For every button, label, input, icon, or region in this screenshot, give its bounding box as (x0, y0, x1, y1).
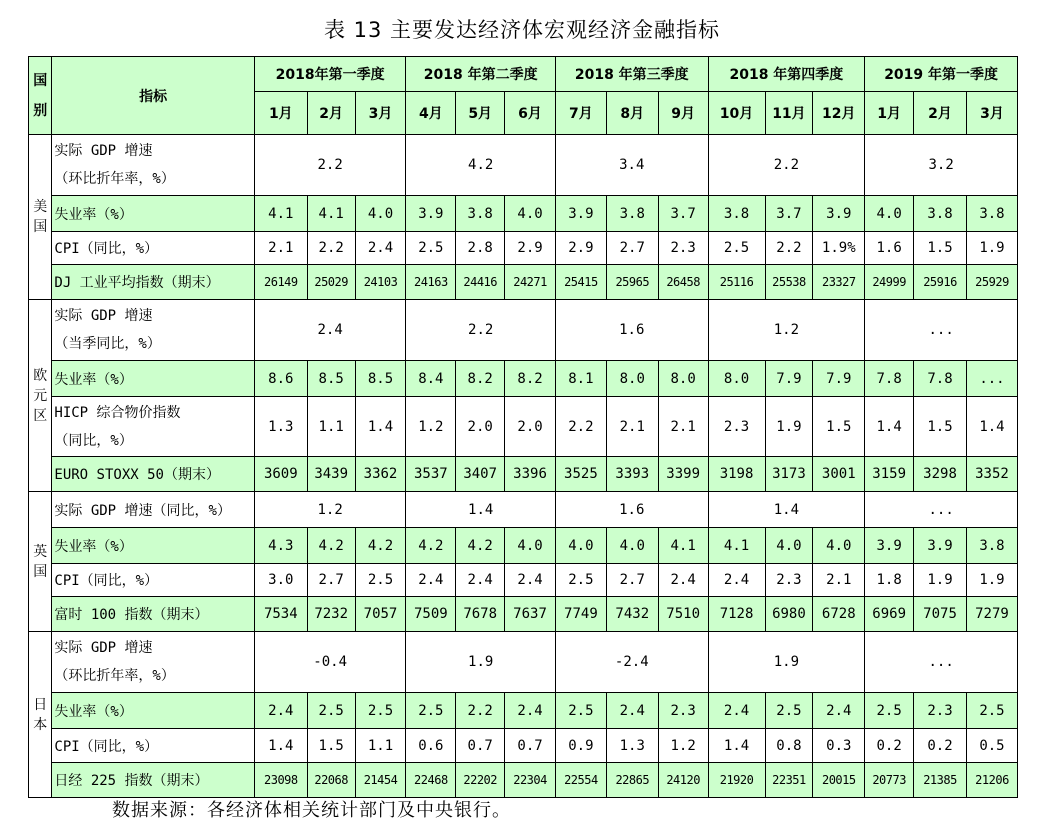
month-value-cell: 2.8 (456, 232, 505, 265)
month-value-cell: 2.7 (606, 232, 658, 265)
month-value-cell: 22351 (765, 763, 813, 798)
quarter-value-cell: 1.9 (708, 632, 865, 693)
month-value-cell: 2.3 (914, 693, 967, 729)
month-value-cell: ... (966, 361, 1017, 397)
month-value-cell: 2.3 (765, 564, 813, 597)
month-value-cell: 21454 (355, 763, 406, 798)
month-value-cell: 3298 (914, 457, 967, 492)
month-header: 5月 (456, 92, 505, 135)
month-value-cell: 4.0 (813, 528, 865, 564)
month-value-cell: 2.5 (708, 232, 765, 265)
month-value-cell: 3.8 (456, 196, 505, 232)
month-header: 1月 (254, 92, 307, 135)
month-value-cell: 4.1 (254, 196, 307, 232)
month-value-cell: 2.4 (606, 693, 658, 729)
month-value-cell: 7510 (658, 597, 708, 632)
month-value-cell: 2.5 (555, 693, 606, 729)
month-value-cell: 1.1 (355, 729, 406, 763)
month-value-cell: 25116 (708, 265, 765, 300)
month-header: 7月 (555, 92, 606, 135)
month-value-cell: 2.7 (307, 564, 355, 597)
month-value-cell: 4.1 (307, 196, 355, 232)
month-value-cell: 2.7 (606, 564, 658, 597)
quarter-value-cell: 2.2 (254, 135, 406, 196)
month-value-cell: 7.9 (765, 361, 813, 397)
month-header: 11月 (765, 92, 813, 135)
quarter-value-cell: 3.2 (865, 135, 1018, 196)
indicator-cell: DJ 工业平均指数（期末） (52, 265, 254, 300)
month-value-cell: 1.4 (708, 729, 765, 763)
month-value-cell: 3362 (355, 457, 406, 492)
month-value-cell: 0.2 (865, 729, 914, 763)
month-value-cell: 21920 (708, 763, 765, 798)
month-value-cell: 1.1 (307, 397, 355, 457)
month-value-cell: 2.4 (708, 564, 765, 597)
table-row (29, 693, 1018, 729)
month-value-cell: 2.3 (658, 232, 708, 265)
month-value-cell: 1.5 (914, 232, 967, 265)
month-value-cell: 2.4 (658, 564, 708, 597)
month-header: 3月 (966, 92, 1017, 135)
month-value-cell: 2.1 (254, 232, 307, 265)
table-row (29, 397, 1018, 457)
month-value-cell: 3.9 (555, 196, 606, 232)
month-header: 12月 (813, 92, 865, 135)
quarter-value-cell: ... (865, 632, 1018, 693)
month-value-cell: 2.4 (813, 693, 865, 729)
month-value-cell: 2.4 (505, 693, 556, 729)
month-value-cell: 26458 (658, 265, 708, 300)
month-value-cell: 24999 (865, 265, 914, 300)
month-value-cell: 1.9% (813, 232, 865, 265)
month-value-cell: 4.3 (254, 528, 307, 564)
month-value-cell: 2.2 (307, 232, 355, 265)
month-value-cell: 3.8 (966, 196, 1017, 232)
month-value-cell: 7.8 (865, 361, 914, 397)
table-row (29, 300, 1018, 361)
month-header: 6月 (505, 92, 556, 135)
month-value-cell: 4.2 (406, 528, 456, 564)
month-value-cell: 2.9 (505, 232, 556, 265)
month-value-cell: 3396 (505, 457, 556, 492)
month-value-cell: 0.8 (765, 729, 813, 763)
month-value-cell: 8.0 (708, 361, 765, 397)
month-value-cell: 2.2 (456, 693, 505, 729)
quarter-value-cell: 1.6 (555, 492, 708, 528)
month-value-cell: 3525 (555, 457, 606, 492)
month-value-cell: 1.3 (606, 729, 658, 763)
indicator-cell: HICP 综合物价指数 （同比，%） (52, 397, 254, 457)
month-value-cell: 21206 (966, 763, 1017, 798)
month-header: 9月 (658, 92, 708, 135)
indicator-cell: 实际 GDP 增速 （环比折年率，%） (52, 135, 254, 196)
month-value-cell: 22304 (505, 763, 556, 798)
country-cell: 美国 (29, 135, 52, 300)
month-value-cell: 4.0 (555, 528, 606, 564)
month-value-cell: 2.4 (406, 564, 456, 597)
month-value-cell: 2.2 (555, 397, 606, 457)
quarter-header: 2018 年第四季度 (708, 57, 865, 92)
table-row (29, 763, 1018, 798)
quarter-value-cell: 2.4 (254, 300, 406, 361)
month-value-cell: 3198 (708, 457, 765, 492)
month-value-cell: 3537 (406, 457, 456, 492)
month-header: 1月 (865, 92, 914, 135)
month-value-cell: 21385 (914, 763, 967, 798)
month-value-cell: 2.0 (456, 397, 505, 457)
month-value-cell: 22865 (606, 763, 658, 798)
month-value-cell: 2.5 (555, 564, 606, 597)
indicator-cell: 实际 GDP 增速（同比，%） (52, 492, 254, 528)
month-value-cell: 1.9 (914, 564, 967, 597)
month-value-cell: 3.9 (406, 196, 456, 232)
quarter-value-cell: 2.2 (708, 135, 865, 196)
month-value-cell: 4.0 (355, 196, 406, 232)
table-row (29, 265, 1018, 300)
month-value-cell: 3.8 (966, 528, 1017, 564)
month-value-cell: 0.5 (966, 729, 1017, 763)
month-value-cell: 8.2 (505, 361, 556, 397)
table-title: 表 13 主要发达经济体宏观经济金融指标 (323, 18, 721, 42)
month-value-cell: 24103 (355, 265, 406, 300)
month-value-cell: 2.4 (254, 693, 307, 729)
month-value-cell: 4.0 (505, 196, 556, 232)
month-value-cell: 6969 (865, 597, 914, 632)
month-value-cell: 1.4 (966, 397, 1017, 457)
month-value-cell: 7232 (307, 597, 355, 632)
month-value-cell: 4.2 (307, 528, 355, 564)
table-row (29, 597, 1018, 632)
indicator-cell: 失业率（%） (52, 693, 254, 729)
month-value-cell: 3.7 (658, 196, 708, 232)
month-value-cell: 2.1 (658, 397, 708, 457)
month-value-cell: 2.4 (708, 693, 765, 729)
table-row (29, 564, 1018, 597)
month-value-cell: 7678 (456, 597, 505, 632)
country-cell: 欧元区 (29, 300, 52, 492)
indicator-cell: 失业率（%） (52, 361, 254, 397)
country-header: 国别 (29, 57, 52, 135)
month-value-cell: 1.9 (966, 232, 1017, 265)
indicator-cell: 实际 GDP 增速 （当季同比，%） (52, 300, 254, 361)
month-value-cell: 2.5 (406, 232, 456, 265)
table-row (29, 528, 1018, 564)
month-value-cell: 1.5 (813, 397, 865, 457)
quarter-value-cell: 4.2 (406, 135, 556, 196)
month-value-cell: 2.0 (505, 397, 556, 457)
month-value-cell: 2.1 (813, 564, 865, 597)
quarter-value-cell: 1.2 (708, 300, 865, 361)
month-value-cell: 24163 (406, 265, 456, 300)
month-value-cell: 25538 (765, 265, 813, 300)
indicator-cell: EURO STOXX 50（期末） (52, 457, 254, 492)
month-value-cell: 4.1 (708, 528, 765, 564)
quarter-value-cell: 3.4 (555, 135, 708, 196)
indicator-cell: 失业率（%） (52, 528, 254, 564)
month-value-cell: 7.9 (813, 361, 865, 397)
month-value-cell: 7534 (254, 597, 307, 632)
month-value-cell: 2.5 (307, 693, 355, 729)
month-value-cell: 7432 (606, 597, 658, 632)
indicator-cell: 富时 100 指数（期末） (52, 597, 254, 632)
table-row (29, 457, 1018, 492)
month-value-cell: 2.2 (765, 232, 813, 265)
month-value-cell: 1.9 (765, 397, 813, 457)
month-header: 3月 (355, 92, 406, 135)
month-value-cell: 25965 (606, 265, 658, 300)
month-value-cell: 2.5 (406, 693, 456, 729)
month-value-cell: 2.5 (865, 693, 914, 729)
table-row (29, 196, 1018, 232)
month-value-cell: 8.5 (355, 361, 406, 397)
quarter-header: 2018 年第二季度 (406, 57, 556, 92)
month-value-cell: 1.4 (254, 729, 307, 763)
month-value-cell: 7637 (505, 597, 556, 632)
month-value-cell: 8.1 (555, 361, 606, 397)
month-value-cell: 26149 (254, 265, 307, 300)
table-row (29, 361, 1018, 397)
month-value-cell: 3.7 (765, 196, 813, 232)
month-value-cell: 3439 (307, 457, 355, 492)
month-value-cell: 1.3 (254, 397, 307, 457)
month-value-cell: 2.5 (966, 693, 1017, 729)
month-value-cell: 22068 (307, 763, 355, 798)
quarter-header: 2019 年第一季度 (865, 57, 1018, 92)
month-value-cell: 8.2 (456, 361, 505, 397)
month-value-cell: 4.0 (865, 196, 914, 232)
month-header: 10月 (708, 92, 765, 135)
indicator-cell: 实际 GDP 增速 （环比折年率，%） (52, 632, 254, 693)
month-value-cell: 3399 (658, 457, 708, 492)
month-value-cell: 1.4 (355, 397, 406, 457)
month-value-cell: 22468 (406, 763, 456, 798)
month-value-cell: 3173 (765, 457, 813, 492)
quarter-value-cell: 1.4 (708, 492, 865, 528)
month-value-cell: 4.0 (505, 528, 556, 564)
month-value-cell: 3.9 (865, 528, 914, 564)
indicator-cell: CPI（同比，%） (52, 564, 254, 597)
month-value-cell: 24120 (658, 763, 708, 798)
month-value-cell: 2.5 (355, 564, 406, 597)
month-value-cell: 3609 (254, 457, 307, 492)
month-header: 8月 (606, 92, 658, 135)
month-value-cell: 23327 (813, 265, 865, 300)
month-value-cell: 1.2 (658, 729, 708, 763)
month-value-cell: 3001 (813, 457, 865, 492)
month-value-cell: 3159 (865, 457, 914, 492)
month-header: 2月 (914, 92, 967, 135)
month-value-cell: 7.8 (914, 361, 967, 397)
month-value-cell: 0.6 (406, 729, 456, 763)
month-value-cell: 1.9 (966, 564, 1017, 597)
month-value-cell: 0.3 (813, 729, 865, 763)
month-value-cell: 2.3 (708, 397, 765, 457)
country-cell: 英国 (29, 492, 52, 632)
month-value-cell: 7075 (914, 597, 967, 632)
month-value-cell: 2.5 (355, 693, 406, 729)
month-value-cell: 3407 (456, 457, 505, 492)
month-value-cell: 2.1 (606, 397, 658, 457)
month-value-cell: 3393 (606, 457, 658, 492)
month-value-cell: 8.0 (658, 361, 708, 397)
month-value-cell: 7279 (966, 597, 1017, 632)
indicator-cell: 日经 225 指数（期末） (52, 763, 254, 798)
month-value-cell: 2.4 (505, 564, 556, 597)
table-body (29, 135, 1018, 798)
month-value-cell: 3.0 (254, 564, 307, 597)
month-value-cell: 8.0 (606, 361, 658, 397)
month-value-cell: 3.8 (914, 196, 967, 232)
table-row (29, 135, 1018, 196)
month-value-cell: 3.8 (708, 196, 765, 232)
quarter-value-cell: -0.4 (254, 632, 406, 693)
month-value-cell: 20773 (865, 763, 914, 798)
month-value-cell: 7749 (555, 597, 606, 632)
month-value-cell: 25415 (555, 265, 606, 300)
month-value-cell: 8.4 (406, 361, 456, 397)
month-value-cell: 4.1 (658, 528, 708, 564)
month-value-cell: 24271 (505, 265, 556, 300)
quarter-header: 2018 年第三季度 (555, 57, 708, 92)
month-value-cell: 3.8 (606, 196, 658, 232)
month-value-cell: 3.9 (813, 196, 865, 232)
month-value-cell: 3352 (966, 457, 1017, 492)
month-value-cell: 8.5 (307, 361, 355, 397)
source-note: 数据来源：各经济体相关统计部门及中央银行。 (112, 800, 511, 821)
quarter-value-cell: ... (865, 492, 1018, 528)
month-value-cell: 8.6 (254, 361, 307, 397)
month-value-cell: 25916 (914, 265, 967, 300)
table-row (29, 729, 1018, 763)
month-value-cell: 3.9 (914, 528, 967, 564)
quarter-value-cell: 1.2 (254, 492, 406, 528)
month-value-cell: 7128 (708, 597, 765, 632)
month-value-cell: 25029 (307, 265, 355, 300)
month-value-cell: 0.2 (914, 729, 967, 763)
month-value-cell: 4.2 (355, 528, 406, 564)
month-value-cell: 23098 (254, 763, 307, 798)
quarter-value-cell: 1.6 (555, 300, 708, 361)
month-value-cell: 7509 (406, 597, 456, 632)
month-value-cell: 7057 (355, 597, 406, 632)
month-value-cell: 1.6 (865, 232, 914, 265)
table-row (29, 632, 1018, 693)
country-cell: 日本 (29, 632, 52, 798)
quarter-value-cell: 2.2 (406, 300, 556, 361)
month-header: 2月 (307, 92, 355, 135)
month-value-cell: 24416 (456, 265, 505, 300)
month-value-cell: 1.5 (307, 729, 355, 763)
month-value-cell: 22202 (456, 763, 505, 798)
month-value-cell: 0.7 (456, 729, 505, 763)
month-value-cell: 4.0 (606, 528, 658, 564)
quarter-value-cell: 1.9 (406, 632, 556, 693)
month-header: 4月 (406, 92, 456, 135)
quarter-header: 2018年第一季度 (254, 57, 406, 92)
month-value-cell: 2.3 (658, 693, 708, 729)
month-value-cell: 4.2 (456, 528, 505, 564)
month-value-cell: 25929 (966, 265, 1017, 300)
month-value-cell: 0.7 (505, 729, 556, 763)
month-value-cell: 2.4 (456, 564, 505, 597)
month-value-cell: 22554 (555, 763, 606, 798)
indicator-table (28, 56, 1018, 798)
quarter-value-cell: 1.4 (406, 492, 556, 528)
month-value-cell: 20015 (813, 763, 865, 798)
indicator-cell: 失业率（%） (52, 196, 254, 232)
month-value-cell: 6728 (813, 597, 865, 632)
indicator-header: 指标 (52, 57, 254, 135)
month-value-cell: 4.0 (765, 528, 813, 564)
table-row (29, 492, 1018, 528)
month-value-cell: 6980 (765, 597, 813, 632)
quarter-value-cell: -2.4 (555, 632, 708, 693)
month-value-cell: 1.2 (406, 397, 456, 457)
month-value-cell: 2.9 (555, 232, 606, 265)
month-value-cell: 1.4 (865, 397, 914, 457)
month-value-cell: 2.5 (765, 693, 813, 729)
header-row-quarters (29, 57, 1018, 92)
month-value-cell: 0.9 (555, 729, 606, 763)
table-row (29, 232, 1018, 265)
month-value-cell: 2.4 (355, 232, 406, 265)
month-value-cell: 1.8 (865, 564, 914, 597)
indicator-cell: CPI（同比，%） (52, 232, 254, 265)
quarter-value-cell: ... (865, 300, 1018, 361)
indicator-cell: CPI（同比，%） (52, 729, 254, 763)
month-value-cell: 1.5 (914, 397, 967, 457)
